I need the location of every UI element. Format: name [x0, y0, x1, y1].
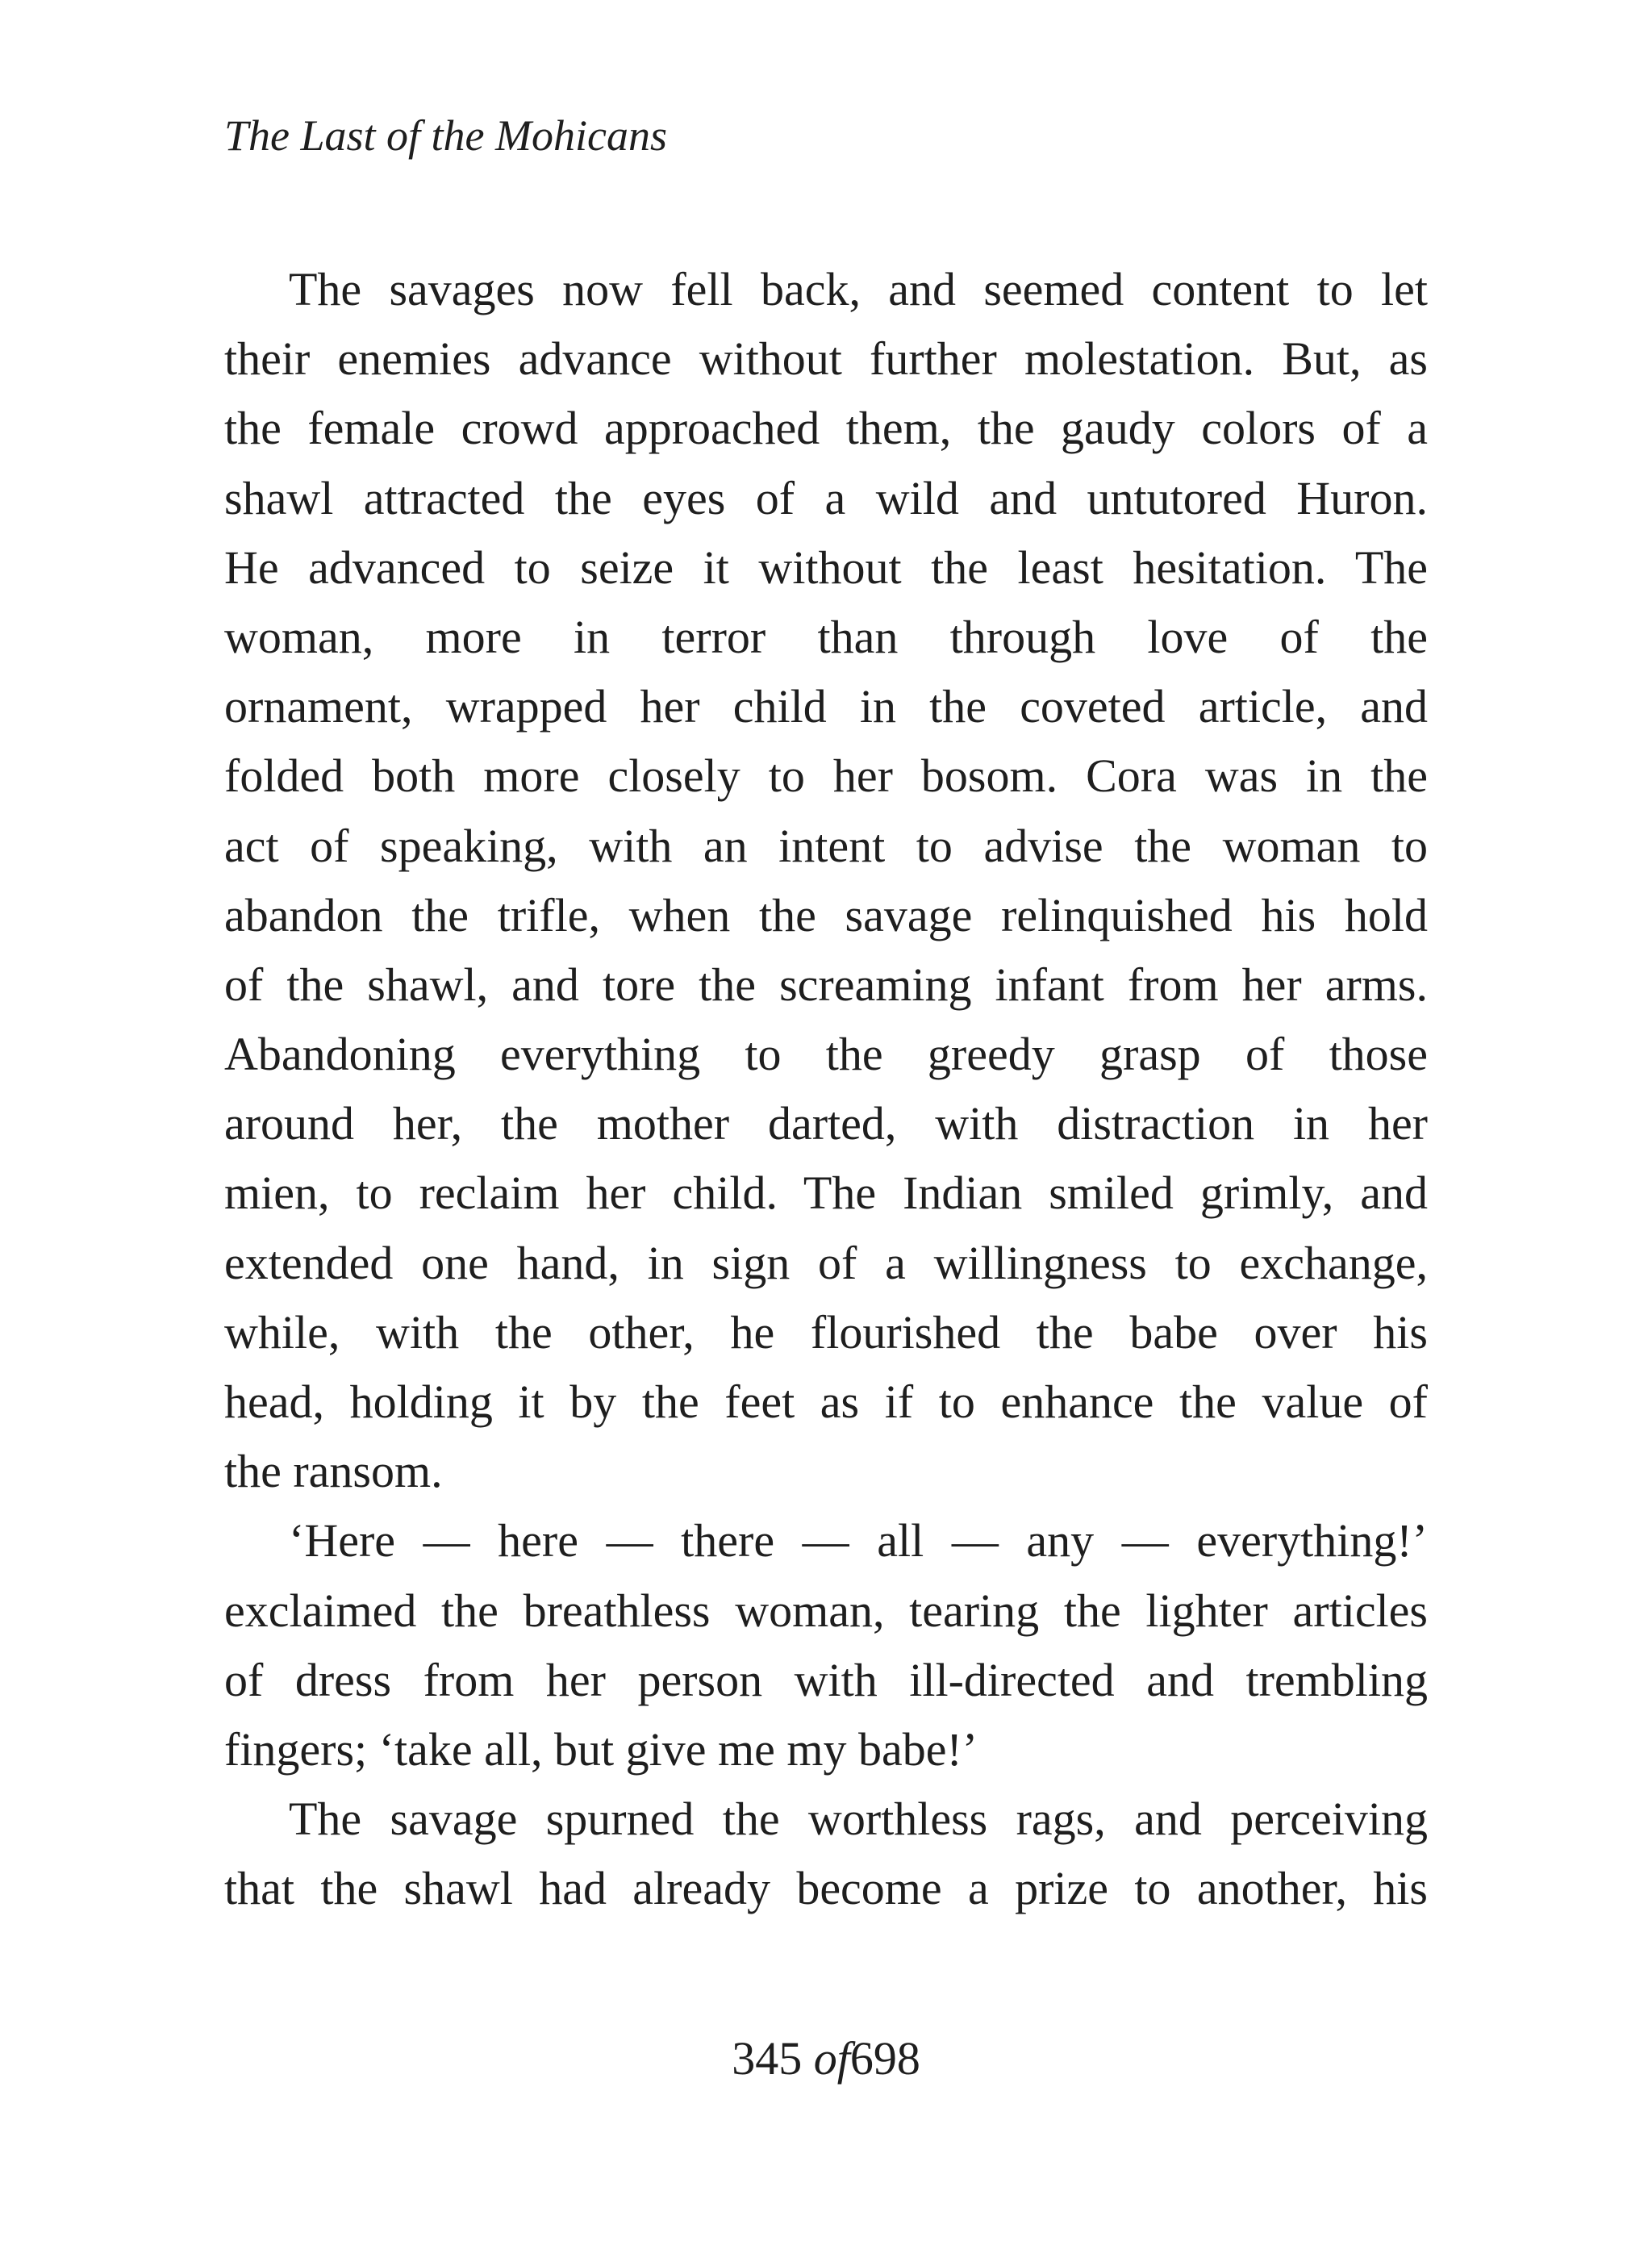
page-body [224, 255, 1428, 1924]
text-line: fingers; ‘take all, but give me my babe!’ [224, 1722, 978, 1776]
text-line: ‘Here — here — there — all — any — everything!’ [289, 1514, 1428, 1567]
text-line: Abandoning everything to the greedy grasp of those [224, 1028, 1428, 1081]
text-line: that the shawl had already become a prize to another, his [224, 1862, 1428, 1915]
text-line: their enemies advance without further molestation. But, as [224, 332, 1428, 386]
text-line: The savage spurned the worthless rags, and perceiving [289, 1793, 1428, 1846]
text-line: act of speaking, with an intent to advise the woman to [224, 819, 1428, 872]
text-line: while, with the other, he flourished the babe over his [224, 1305, 1428, 1359]
text-line: woman, more in terror than through love of the [224, 610, 1428, 663]
text-line: mien, to reclaim her child. The Indian smiled grimly, and [224, 1167, 1428, 1220]
text-line: extended one hand, in sign of a willingness to exchange, [224, 1236, 1428, 1289]
text-line: abandon the trifle, when the savage relinquished his hold [224, 888, 1428, 941]
text-line: He advanced to seize it without the least hesitation. The [224, 541, 1428, 594]
text-line: of dress from her person with ill-directed and trembling [224, 1653, 1428, 1706]
text-line: ornament, wrapped her child in the coveted article, and [224, 680, 1428, 733]
total-pages: 698 [849, 2032, 920, 2085]
text-line: head, holding it by the feet as if to enhance the value of [224, 1375, 1428, 1428]
text-line: folded both more closely to her bosom. Cora was in the [224, 749, 1428, 803]
text-line: the female crowd approached them, the gaudy colors of a [224, 402, 1428, 455]
page-number [0, 2027, 1652, 2091]
running-title: The Last of the Mohicans [224, 111, 667, 160]
current-page: 345 [732, 2032, 803, 2085]
text-line: exclaimed the breathless woman, tearing the lighter articles [224, 1584, 1428, 1637]
of-label: of [813, 2032, 850, 2085]
text-line: the ransom. [224, 1445, 443, 1498]
text-line: The savages now fell back, and seemed content to let [289, 263, 1428, 315]
text-line: around her, the mother darted, with distraction in her [224, 1097, 1428, 1150]
text-line: of the shawl, and tore the screaming infant from her arms. [224, 958, 1428, 1011]
text-line: shawl attracted the eyes of a wild and untutored Huron. [224, 471, 1428, 524]
